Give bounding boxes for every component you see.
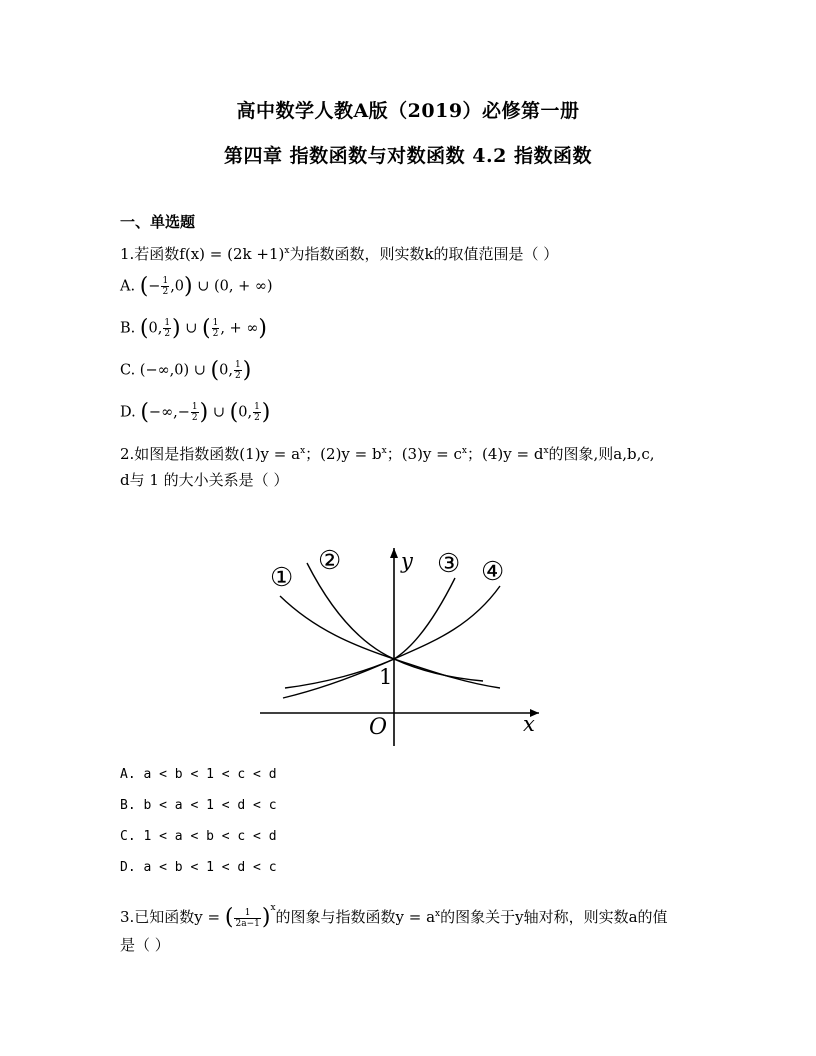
q1-a-p2: ,0 — [170, 278, 185, 295]
q1-a-label: A. — [120, 278, 136, 295]
paren-open: ( — [210, 358, 220, 383]
q2-stem-e: 的图象,则a,b,c, — [548, 445, 655, 463]
q1-a-mid: ∪ (0, + ∞) — [192, 278, 273, 295]
q1-b-mid: ∪ — [180, 320, 203, 337]
q1-stem-a: 1.若函数f(x) = (2k +1) — [120, 245, 285, 263]
paren-close: ) — [184, 274, 193, 299]
fraction: $\frac{1}{2}$ — [162, 276, 169, 297]
paren-close: ) — [199, 400, 209, 425]
q2-stem-d: ；(4)y = d — [467, 445, 544, 463]
q1-b-p3: , + ∞ — [220, 320, 259, 337]
q1-option-b — [120, 316, 267, 341]
q2-stem-b: ；(2)y = b — [305, 445, 382, 463]
q1-stem-b: 为指数函数，则实数k的取值范围是（ ） — [289, 245, 559, 263]
q1-b-p1: 0, — [148, 320, 163, 337]
q1-stem-sup: x — [284, 246, 290, 256]
fraction: $\frac{1}{2}$ — [164, 318, 171, 339]
question-3-stem — [120, 897, 668, 929]
question-2-stem-line2: d与 1 的大小关系是（ ） — [120, 471, 289, 489]
fraction: $\frac{1}{2}$ — [191, 402, 198, 423]
q3-stem-c: 的图象关于y轴对称，则实数a的值 — [440, 908, 668, 926]
paren-open: ( — [224, 905, 234, 930]
paren-close: ) — [242, 358, 252, 383]
q3-sup: x — [270, 903, 276, 913]
circle-label-3: ③ — [437, 549, 461, 579]
q1-option-a — [120, 274, 273, 299]
fraction: $\frac{1}{2}$ — [212, 318, 219, 339]
section-heading: 一、单选题 — [120, 213, 196, 231]
exponential-graph — [255, 538, 545, 750]
paren-open: ( — [139, 316, 149, 341]
paren-open: ( — [202, 316, 211, 341]
paren-open: ( — [140, 400, 149, 425]
q2-sup: x — [300, 446, 306, 456]
q2-option-a: A. a < b < 1 < c < d — [120, 767, 277, 782]
q2-sup: x — [461, 446, 467, 456]
q2-option-c: C. 1 < a < b < c < d — [120, 829, 277, 844]
page-subtitle: 第四章 指数函数与对数函数 4.2 指数函数 — [224, 145, 592, 167]
paren-close: ) — [258, 316, 267, 341]
y-arrow — [390, 548, 398, 558]
q1-d-label: D. — [120, 404, 136, 421]
q3-stem-b: 的图象与指数函数y = a — [275, 908, 436, 926]
paren-close: ) — [261, 905, 271, 930]
q3-stem-a: 3.已知函数y = — [120, 908, 225, 926]
q1-d-p2: 0, — [238, 404, 253, 421]
q1-option-d — [120, 400, 270, 425]
question-3-stem-line2: 是（ ） — [120, 936, 170, 954]
q2-option-d: D. a < b < 1 < d < c — [120, 860, 277, 875]
curve-2 — [307, 563, 483, 681]
q2-option-b: B. b < a < 1 < d < c — [120, 798, 277, 813]
page-title: 高中数学人教A版（2019）必修第一册 — [236, 100, 580, 122]
q1-c-p0: (−∞,0) ∪ — [139, 362, 211, 379]
q1-d-p1: −∞,− — [148, 404, 190, 421]
q1-c-label: C. — [120, 362, 136, 379]
q3-sup: x — [435, 909, 441, 919]
question-1-stem — [120, 240, 558, 265]
q2-sup: x — [543, 446, 549, 456]
paren-close: ) — [172, 316, 181, 341]
q2-stem-a: 2.如图是指数函数(1)y = a — [120, 445, 301, 463]
y-axis-label: y — [401, 549, 413, 573]
circle-label-1: ① — [270, 563, 294, 593]
paren-open: ( — [229, 400, 239, 425]
question-2-stem — [120, 440, 655, 465]
circle-label-4: ④ — [481, 557, 505, 587]
fraction: $\frac{1}{2}$ — [234, 360, 241, 381]
paren-open: ( — [139, 274, 149, 299]
q2-stem-c: ；(3)y = c — [386, 445, 462, 463]
origin-label: O — [369, 715, 388, 740]
q1-b-label: B. — [120, 320, 136, 337]
fraction: $\frac{1}{2a-1}$ — [235, 907, 260, 929]
q1-a-p1: − — [148, 278, 161, 295]
q1-d-mid: ∪ — [208, 404, 230, 421]
fraction: $\frac{1}{2}$ — [254, 402, 260, 423]
x-axis-label: x — [523, 712, 535, 736]
q1-option-c — [120, 358, 251, 383]
circle-label-2: ② — [318, 546, 342, 576]
q2-sup: x — [381, 446, 387, 456]
paren-close: ) — [261, 400, 271, 425]
one-label: 1 — [379, 665, 393, 689]
q1-c-p1: 0, — [219, 362, 233, 379]
